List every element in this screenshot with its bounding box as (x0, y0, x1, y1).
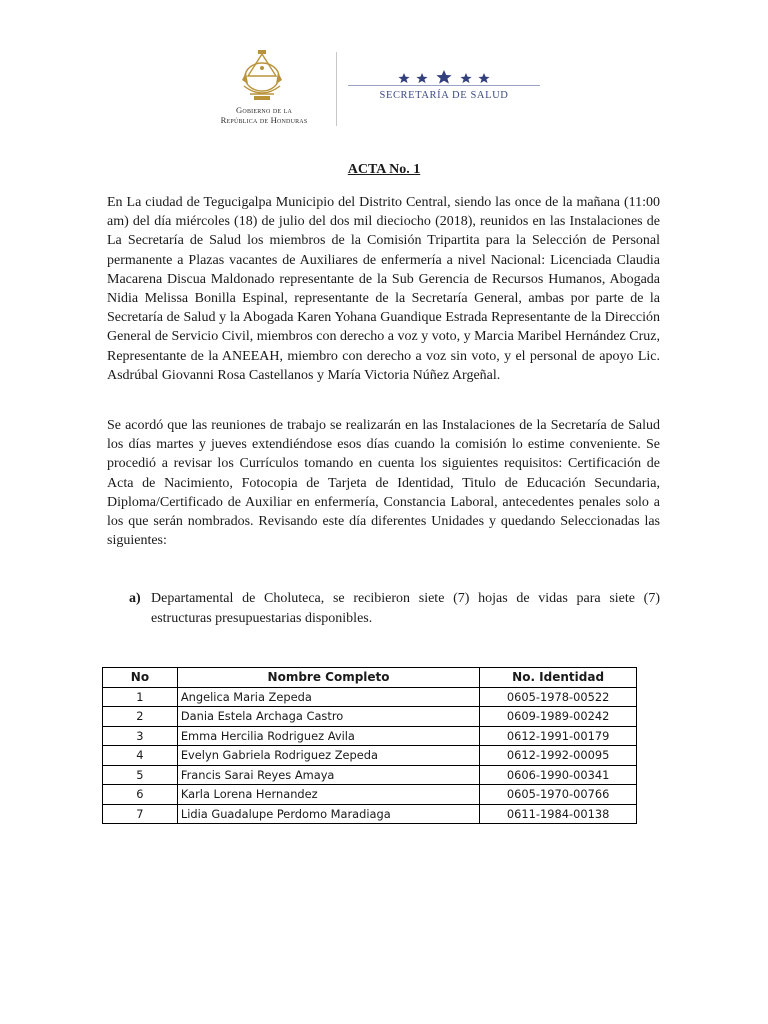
row-number: 7 (103, 804, 178, 824)
row-name: Emma Hercilia Rodriguez Avila (177, 726, 479, 746)
row-name: Evelyn Gabriela Rodriguez Zepeda (177, 746, 479, 766)
row-identidad: 0606-1990-00341 (480, 765, 637, 785)
row-number: 1 (103, 687, 178, 707)
paragraph-2: Se acordó que las reuniones de trabajo se realizarán en las Instalaciones de la Secretaría de Salud los días martes y jueves extendiéndose esos días cuando la comisión lo estime conveniente. Se procedió a revisar los Currículos tomando en cuenta los siguientes requisitos: Certificación de Acta de Nacimiento, Fotocopia de Tarjeta de Identidad, Titulo de Educación Secundaria, Diploma/Certificado de Auxiliar en enfermería, Constancia Laboral, antecedentes penales solo a los que serán nombrados. Revisando este día diferentes Unidades y quedando Seleccionadas las siguientes: (107, 418, 660, 549)
header-divider (336, 52, 337, 126)
table-row (103, 687, 637, 707)
table-header-row (103, 668, 637, 688)
row-name: Dania Estela Archaga Castro (177, 707, 479, 727)
table-row (103, 726, 637, 746)
table-row (103, 785, 637, 805)
row-number: 2 (103, 707, 178, 727)
header-identidad: No. Identidad (480, 668, 637, 688)
document-title: ACTA No. 1 (347, 162, 421, 177)
row-number: 6 (103, 785, 178, 805)
stars-icon (396, 70, 496, 84)
row-name: Lidia Guadalupe Perdomo Maradiaga (177, 804, 479, 824)
row-name: Angelica Maria Zepeda (177, 687, 479, 707)
row-identidad: 0605-1978-00522 (480, 687, 637, 707)
secretaria-rule (348, 85, 540, 86)
table-row (103, 765, 637, 785)
row-name: Francis Sarai Reyes Amaya (177, 765, 479, 785)
row-identidad: 0612-1991-00179 (480, 726, 637, 746)
secretaria-name: SECRETARÍA DE SALUD (379, 90, 509, 101)
table-row (103, 746, 637, 766)
paragraph-1: En La ciudad de Tegucigalpa Municipio del Distrito Central, siendo las once de la mañana (11:00 am) del día miércoles (18) de julio del dos mil dieciocho (2018), reunidos en las Instalaciones de La Secretaría de Salud los miembros de la Comisión Tripartita para la Selección de Personal permanente a Plazas vacantes de Auxiliares de enfermería a nivel Nacional: Licenciada Claudia Macarena Discua Maldonado representante de la Sub Gerencia de Recursos Humanos, Abogada Nidia Melissa Bonilla Espinal, representante de la Secretaría General, ambas por parte de la Secretaría de Salud y la Abogada Karen Yohana Guandique Estrada Representante de la Dirección General de Servicio Civil, miembros con derecho a voz y voto, y Marcia Maribel Hernández Cruz, Representante de la ANEEAH, miembro con derecho a voz sin voto, y el personal de apoyo Lic. Asdrúbal Giovanni Rosa Castellanos y María Victoria Núñez Argeñal. (107, 195, 660, 383)
selected-people-table (102, 667, 637, 824)
list-item-text: Departamental de Choluteca, se recibieron siete (7) hojas de vidas para siete (7) estructuras presupuestarias disponibles. (151, 591, 660, 626)
letterhead (196, 50, 556, 132)
government-name (196, 106, 332, 125)
coat-of-arms-icon (236, 50, 288, 104)
header-no: No (103, 668, 178, 688)
row-identidad: 0605-1970-00766 (480, 785, 637, 805)
government-line-2: República de Honduras (220, 114, 308, 125)
table-row (103, 804, 637, 824)
list-marker: a) (129, 591, 141, 606)
row-number: 3 (103, 726, 178, 746)
row-identidad: 0611-1984-00138 (480, 804, 637, 824)
row-number: 4 (103, 746, 178, 766)
government-line-1: Gobierno de la (236, 105, 292, 115)
row-number: 5 (103, 765, 178, 785)
row-name: Karla Lorena Hernandez (177, 785, 479, 805)
table-row (103, 707, 637, 727)
row-identidad: 0609-1989-00242 (480, 707, 637, 727)
row-identidad: 0612-1992-00095 (480, 746, 637, 766)
header-nombre: Nombre Completo (177, 668, 479, 688)
